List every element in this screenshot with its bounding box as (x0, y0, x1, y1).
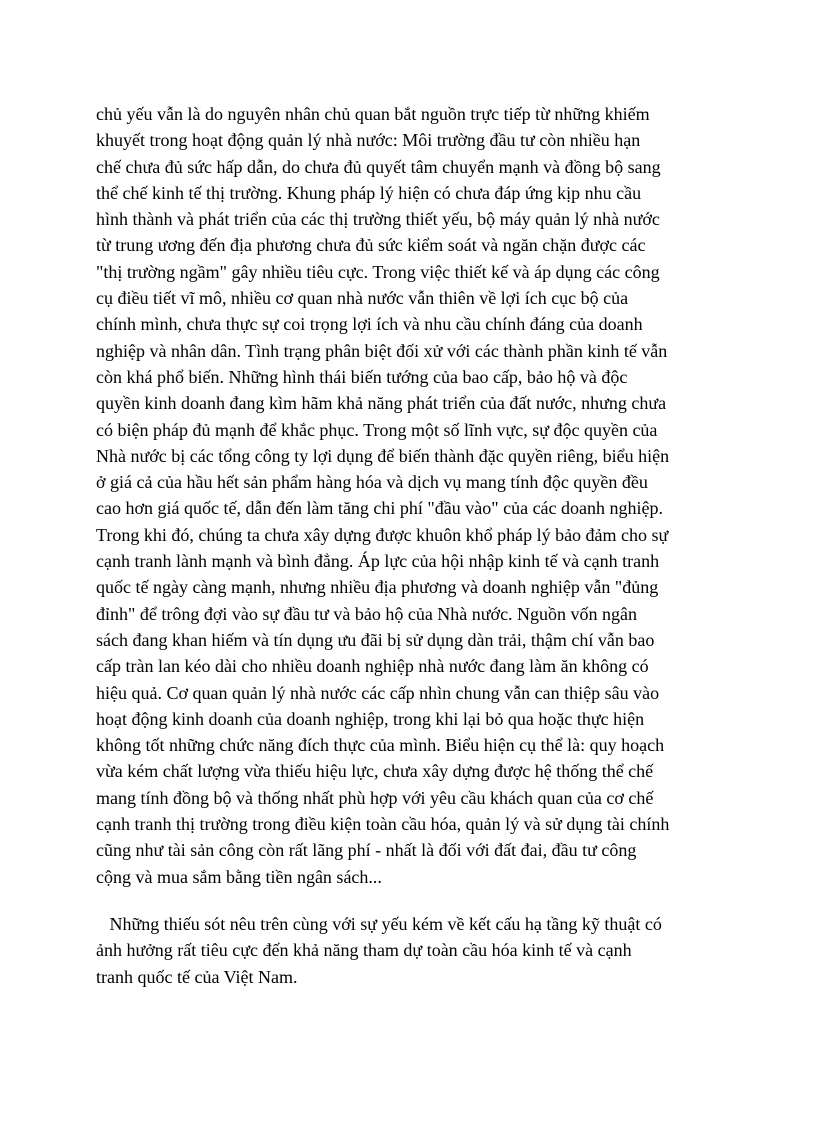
body-paragraph-2: Những thiếu sót nêu trên cùng với sự yếu kém về kết cấu hạ tầng kỹ thuật có ảnh hưởng rất tiêu cực đến khả năng tham dự toàn cầu hóa kinh tế và cạnh tranh quốc tế của Việt Nam. (96, 914, 662, 987)
body-paragraph-1: chủ yếu vẫn là do nguyên nhân chủ quan bắt nguồn trực tiếp từ những khiếm khuyết trong hoạt động quản lý nhà nước: Môi trường đầu tư còn nhiều hạn chế chưa đủ sức hấp dẫn, do chưa đủ quyết tâm chuyển mạnh và đồng bộ sang thể chế kinh tế thị trường. Khung pháp lý hiện có chưa đáp ứng kịp nhu cầu hình thành và phát triển của các thị trường thiết yếu, bộ máy quản lý nhà nước từ trung ương đến địa phương chưa đủ sức kiểm soát và ngăn chặn được các "thị trường ngầm" gây nhiều tiêu cực. Trong việc thiết kế và áp dụng các công cụ điều tiết vĩ mô, nhiều cơ quan nhà nước vẫn thiên về lợi ích cục bộ của chính mình, chưa thực sự coi trọng lợi ích và nhu cầu chính đáng của doanh nghiệp và nhân dân. Tình trạng phân biệt đối xử với các thành phần kinh tế vẫn còn khá phổ biến. Những hình thái biến tướng của bao cấp, bảo hộ và độc quyền kinh doanh đang kìm hãm khả năng phát triển của đất nước, nhưng chưa có biện pháp đủ mạnh để khắc phục. Trong một số lĩnh vực, sự độc quyền của Nhà nước bị các tổng công ty lợi dụng để biến thành đặc quyền riêng, biểu hiện ở giá cả của hầu hết sản phẩm hàng hóa và dịch vụ mang tính độc quyền đều cao hơn giá quốc tế, dẫn đến làm tăng chi phí "đầu vào" của các doanh nghiệp. Trong khi đó, chúng ta chưa xây dựng được khuôn khổ pháp lý bảo đảm cho sự cạnh tranh lành mạnh và bình đẳng. Áp lực của hội nhập kinh tế và cạnh tranh quốc tế ngày càng mạnh, nhưng nhiều địa phương và doanh nghiệp vẫn "đủng đỉnh" để trông đợi vào sự đầu tư và bảo hộ của Nhà nước. Nguồn vốn ngân sách đang khan hiếm và tín dụng ưu đãi bị sử dụng dàn trải, thậm chí vẫn bao cấp tràn lan kéo dài cho nhiều doanh nghiệp nhà nước đang làm ăn không có hiệu quả. Cơ quan quản lý nhà nước các cấp nhìn chung vẫn can thiệp sâu vào hoạt động kinh doanh của doanh nghiệp, trong khi lại bỏ qua hoặc thực hiện không tốt những chức năng đích thực của mình. Biểu hiện cụ thể là: quy hoạch vừa kém chất lượng vừa thiếu hiệu lực, chưa xây dựng được hệ thống thể chế mang tính đồng bộ và thống nhất phù hợp với yêu cầu khách quan của cơ chế cạnh tranh thị trường trong điều kiện toàn cầu hóa, quản lý và sử dụng tài chính cũng như tài sản công còn rất lãng phí - nhất là đối với đất đai, đầu tư công cộng và mua sắm bằng tiền ngân sách... (96, 104, 670, 887)
